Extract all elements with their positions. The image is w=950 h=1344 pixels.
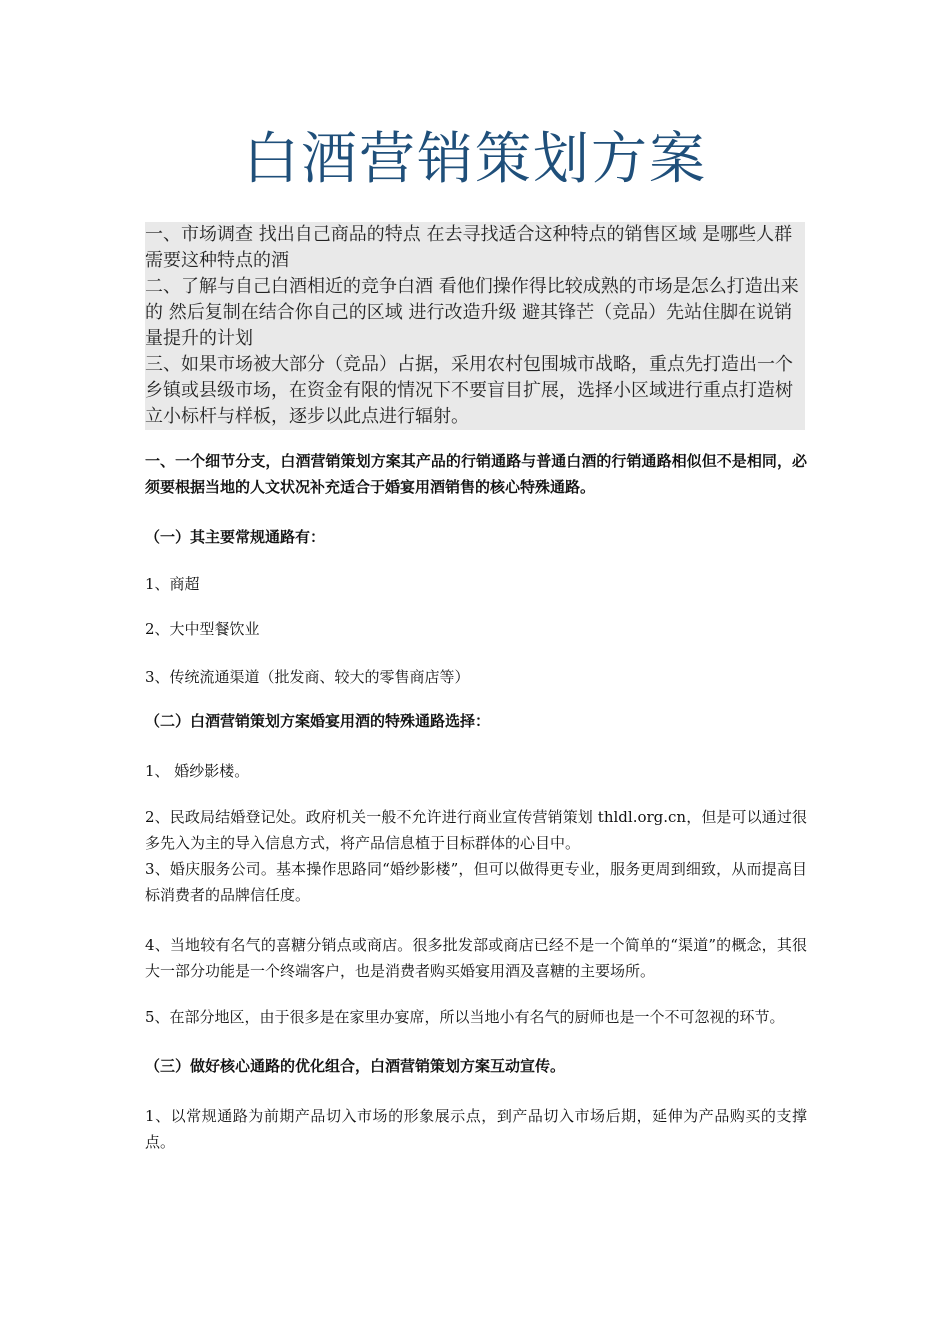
subsection-heading: （二）白酒营销策划方案婚宴用酒的特殊通路选择： <box>145 712 491 730</box>
subsection-heading: （三）做好核心通路的优化组合，白酒营销策划方案互动宣传。 <box>145 1057 566 1075</box>
list-item: 5、在部分地区，由于很多是在家里办宴席，所以当地小有名气的厨师也是一个不可忽视的环节。 <box>145 1008 785 1026</box>
intro-line: 三、如果市场被大部分（竞品）占据，采用农村包围城市战略，重点先打造出一个乡镇或县级市场，在资金有限的情况下不要盲目扩展，选择小区域进行重点打造树立小标杆与样板，逐步以此点进行辐射。 <box>145 354 793 427</box>
page-title: 白酒营销策划方案 <box>243 127 707 192</box>
intro-line: 二、了解与自己白酒相近的竞争白酒 看他们操作得比较成熟的市场是怎么打造出来的 然后复制在结合你自己的区域 进行改造升级 避其锋芒（竞品）先站住脚在说销量提升的计划 <box>145 276 799 349</box>
list-item: 1、 婚纱影楼。 <box>145 762 250 780</box>
list-item: 2、大中型餐饮业 <box>145 620 260 638</box>
list-item: 3、婚庆服务公司。基本操作思路同“婚纱影楼”，但可以做得更专业，服务更周到细致，从而提高目标消费者的品牌信任度。 <box>145 860 807 904</box>
list-item: 2、民政局结婚登记处。政府机关一般不允许进行商业宣传营销策划 thldl.org.cn，但是可以通过很多先入为主的导入信息方式，将产品信息植于目标群体的心目中。 <box>145 808 807 852</box>
document-body <box>145 448 807 1155</box>
list-item: 1、以常规通路为前期产品切入市场的形象展示点，到产品切入市场后期，延伸为产品购买的支撑点。 <box>145 1107 807 1151</box>
list-item: 1、商超 <box>145 575 200 593</box>
intro-line: 一、市场调查 找出自己商品的特点 在去寻找适合这种特点的销售区域 是哪些人群需要这种特点的酒 <box>145 224 793 271</box>
section-heading: 一、一个细节分支，白酒营销策划方案其产品的行销通路与普通白酒的行销通路相似但不是相同，必须要根据当地的人文状况补充适合于婚宴用酒销售的核心特殊通路。 <box>145 452 807 496</box>
list-item: 3、传统流通渠道（批发商、较大的零售商店等） <box>145 668 470 686</box>
list-item: 4、当地较有名气的喜糖分销点或商店。很多批发部或商店已经不是一个简单的“渠道”的概念，其很大一部分功能是一个终端客户，也是消费者购买婚宴用酒及喜糖的主要场所。 <box>145 936 807 980</box>
subsection-heading: （一）其主要常规通路有： <box>145 528 326 546</box>
intro-highlight-box <box>145 222 805 430</box>
